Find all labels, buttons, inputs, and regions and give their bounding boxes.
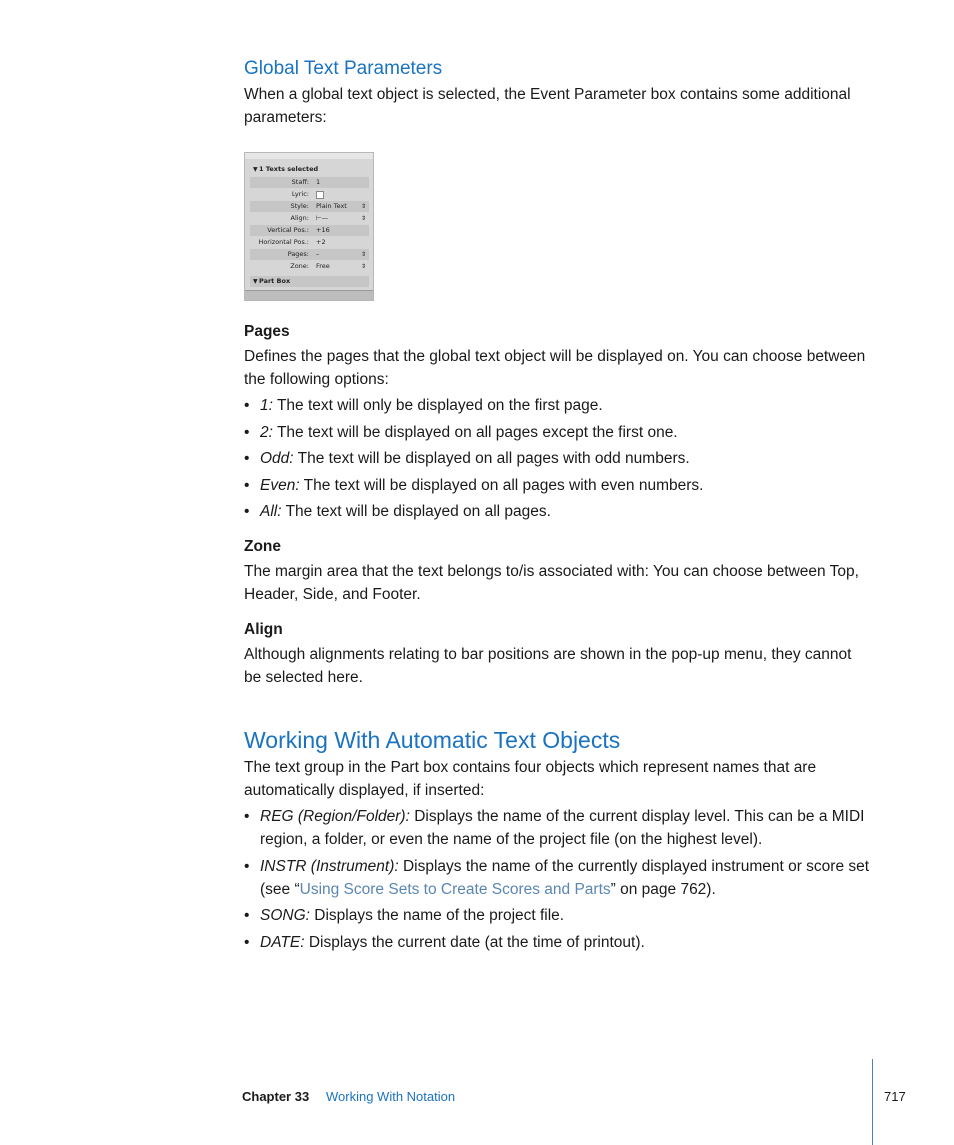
list-item: • All: The text will be displayed on all pages. [244,503,551,520]
auto-objects-list [244,805,870,954]
auto-block [244,756,870,954]
row-label: Staff: [291,178,309,186]
row-value: +16 [316,226,330,234]
global-intro-text: When a global text object is selected, the Event Parameter box contains some additional parameters: [244,86,851,126]
footer-chapter: Chapter 33 [242,1089,310,1104]
row-value: – [316,250,320,258]
disclosure-triangle-icon: ▼ [253,278,258,285]
part-box-section: Part Box [259,277,291,285]
section-heading-global-text-parameters: Global Text Parameters [244,58,443,79]
event-parameter-box-screenshot [244,152,374,301]
row-label: Lyric: [291,190,309,198]
list-item: • 2: The text will be displayed on all pages except the first one. [244,423,678,441]
list-item: • REG (Region/Folder): Displays the name of the current display level. This can be a MIDI region, a folder, or even the name of the project file (on the highest level). [244,808,865,848]
event-box-row-staff [250,177,369,188]
auto-intro-text: The text group in the Part box contains four objects which represent names that are automatically displayed, if inserted: [244,759,817,799]
row-label: Vertical Pos.: [267,226,309,234]
event-box-row-style [250,201,369,212]
footer-divider [872,1059,873,1145]
row-label: Zone: [290,262,309,270]
event-box-row-align [250,213,369,224]
list-item: • 1: The text will only be displayed on the first page. [244,397,603,414]
popup-arrows-icon: ⇕ [360,263,366,270]
row-label: Pages: [287,250,309,258]
align-text: Although alignments relating to bar positions are shown in the pop-up menu, they cannot be selected here. [244,646,852,686]
disclosure-triangle-icon: ▼ [253,166,258,173]
event-box-part-box-row [250,276,369,287]
list-item: • DATE: Displays the current date (at the time of printout). [244,933,645,951]
pages-block [244,345,870,523]
cross-reference-link[interactable]: Using Score Sets to Create Scores and Parts [299,880,611,898]
part-box-toolbar [245,290,373,300]
row-label: Style: [290,202,309,210]
row-value: 1 [316,178,321,186]
event-box-row-vertical-pos [250,225,369,236]
row-label: Horizontal Pos.: [258,238,309,246]
pages-heading: Pages [244,323,290,340]
event-box-header: 1 Texts selected [259,165,319,173]
pages-options-list [244,394,870,523]
event-box-row-lyric [250,189,369,200]
list-item: • SONG: Displays the name of the project file. [244,907,565,924]
align-block [244,643,870,689]
global-intro-block [244,83,870,129]
list-item: • Odd: The text will be displayed on all pages with odd numbers. [244,450,690,467]
popup-arrows-icon: ⇕ [360,251,366,258]
section-heading-automatic-text-objects: Working With Automatic Text Objects [244,727,621,753]
footer-chapter-title: Working With Notation [326,1089,456,1104]
pages-text: Defines the pages that the global text object will be displayed on. You can choose between the following options: [244,348,866,388]
zone-heading: Zone [244,538,282,555]
popup-arrows-icon: ⇕ [360,203,366,210]
align-heading: Align [244,621,283,638]
row-value: +2 [316,238,326,246]
row-label: Align: [290,214,309,222]
list-item: • INSTR (Instrument): Displays the name of the currently displayed instrument or score set (see “Using Score Sets to Create Scores and Parts” on page 762). [244,857,870,898]
row-value: Free [316,262,330,270]
zone-text: The margin area that the text belongs to/is associated with: You can choose between Top, Header, Side, and Footer. [244,563,859,603]
event-box-header-row [250,164,369,175]
event-box-top-edge [245,153,373,159]
row-value: Plain Text [316,202,347,210]
page-number: 717 [884,1089,906,1104]
zone-block [244,560,870,606]
event-box-row-horizontal-pos [250,237,369,248]
event-box-row-zone [250,261,369,272]
event-box-row-pages [250,249,369,260]
row-value: ⊢— [316,214,329,222]
list-item: • Even: The text will be displayed on all pages with even numbers. [244,476,704,494]
popup-arrows-icon: ⇕ [360,215,366,222]
lyric-checkbox [316,191,324,199]
